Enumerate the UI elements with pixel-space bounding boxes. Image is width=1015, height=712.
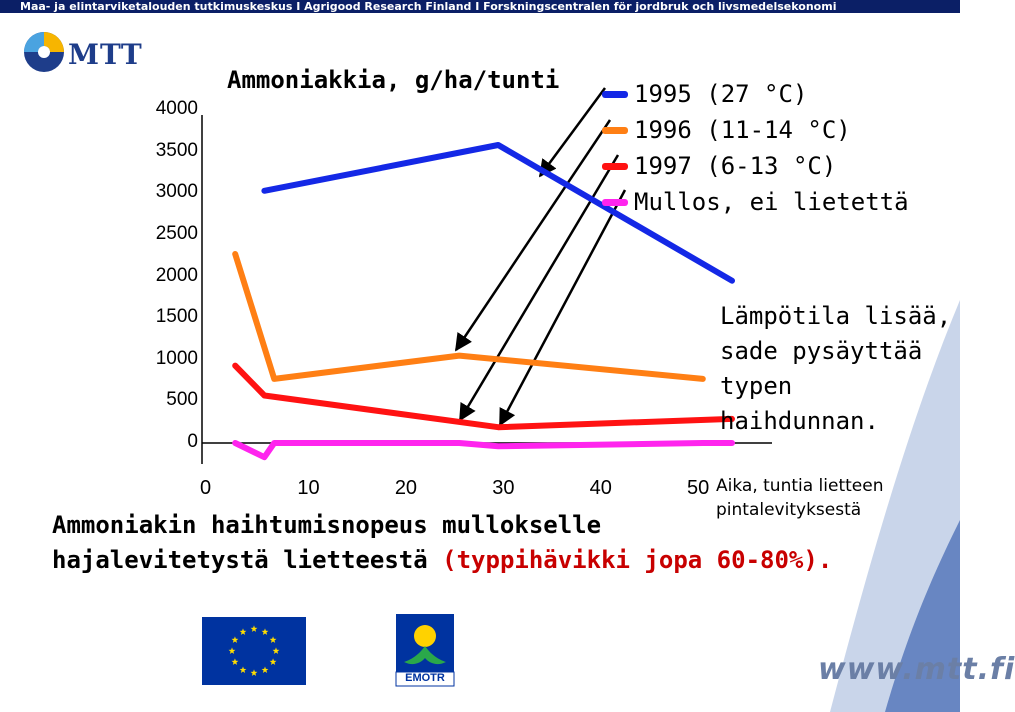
y-tick-label: 1500 bbox=[155, 306, 198, 328]
mtt-logo-text: MTT bbox=[68, 38, 143, 71]
y-tick-label: 3500 bbox=[155, 139, 198, 161]
eu-star-icon bbox=[232, 658, 239, 665]
y-tick-label: 2500 bbox=[155, 222, 198, 244]
pointer-arrow bbox=[456, 120, 610, 350]
x-tick-label: 40 bbox=[589, 477, 612, 499]
y-tick-label: 4000 bbox=[155, 98, 198, 119]
y-tick-label: 1000 bbox=[155, 347, 198, 369]
annotation-line: haihdunnan. bbox=[720, 407, 879, 435]
legend-swatch bbox=[602, 91, 628, 98]
chart-title: Ammoniakkia, g/ha/tunti bbox=[227, 66, 560, 94]
footer-highlight: (typpihävikki jopa 60-80%). bbox=[442, 546, 833, 574]
pointer-arrow bbox=[540, 88, 605, 176]
emotr-label: EMOTR bbox=[405, 672, 445, 684]
series-line bbox=[235, 254, 703, 379]
x-axis-label: pintalevityksestä bbox=[716, 500, 862, 520]
y-tick-label: 500 bbox=[166, 389, 198, 411]
eu-star-icon bbox=[273, 647, 280, 654]
top-banner: Maa- ja elintarviketalouden tutkimuskeskus I Agrigood Research Finland I Forskningscentralen för jordbruk och livsmedelsekonomi bbox=[0, 0, 960, 13]
x-axis-label: Aika, tuntia lietteen bbox=[716, 476, 884, 496]
emotr-logo bbox=[396, 614, 454, 686]
eu-star-icon bbox=[232, 636, 239, 643]
legend-label: Mullos, ei lietettä bbox=[634, 188, 909, 216]
annotation-line: sade pysäyttää bbox=[720, 337, 923, 365]
footer-line-1: Ammoniakin haihtumisnopeus mullokselle bbox=[52, 511, 602, 539]
footer-line-2-text: hajalevitetystä lietteestä bbox=[52, 546, 443, 574]
eu-star-icon bbox=[262, 666, 269, 673]
annotation-line: typen bbox=[720, 372, 793, 400]
legend-swatch bbox=[602, 199, 628, 206]
footer-line-2 bbox=[52, 546, 832, 574]
legend-swatch bbox=[602, 127, 628, 134]
eu-star-icon bbox=[262, 628, 269, 635]
eu-star-icon bbox=[270, 636, 277, 643]
legend-swatch bbox=[602, 163, 628, 170]
eu-star-icon bbox=[251, 625, 258, 632]
eu-star-icon bbox=[229, 647, 236, 654]
eu-flag-icon bbox=[202, 617, 306, 685]
x-tick-label: 20 bbox=[394, 477, 418, 499]
x-tick-label: 30 bbox=[492, 477, 515, 499]
legend-label: 1996 (11-14 °C) bbox=[634, 116, 851, 144]
eu-star-icon bbox=[240, 666, 247, 673]
x-tick-label: 50 bbox=[687, 477, 710, 499]
y-tick-label: 2000 bbox=[155, 264, 198, 286]
y-tick-label: 0 bbox=[187, 431, 198, 452]
x-tick-label: 10 bbox=[297, 477, 320, 499]
legend-label: 1997 (6-13 °C) bbox=[634, 152, 837, 180]
x-tick-label: 0 bbox=[200, 477, 212, 499]
eu-star-icon bbox=[240, 628, 247, 635]
legend-label: 1995 (27 °C) bbox=[634, 80, 808, 108]
y-tick-label: 3000 bbox=[155, 181, 198, 203]
eu-star-icon bbox=[270, 658, 277, 665]
annotation-line: Lämpötila lisää, bbox=[720, 302, 952, 330]
pointer-arrow bbox=[500, 190, 625, 425]
pointer-arrow bbox=[460, 155, 618, 420]
series-line bbox=[235, 443, 732, 457]
eu-star-icon bbox=[251, 669, 258, 676]
website-url: www.mtt.fi bbox=[818, 652, 1015, 687]
